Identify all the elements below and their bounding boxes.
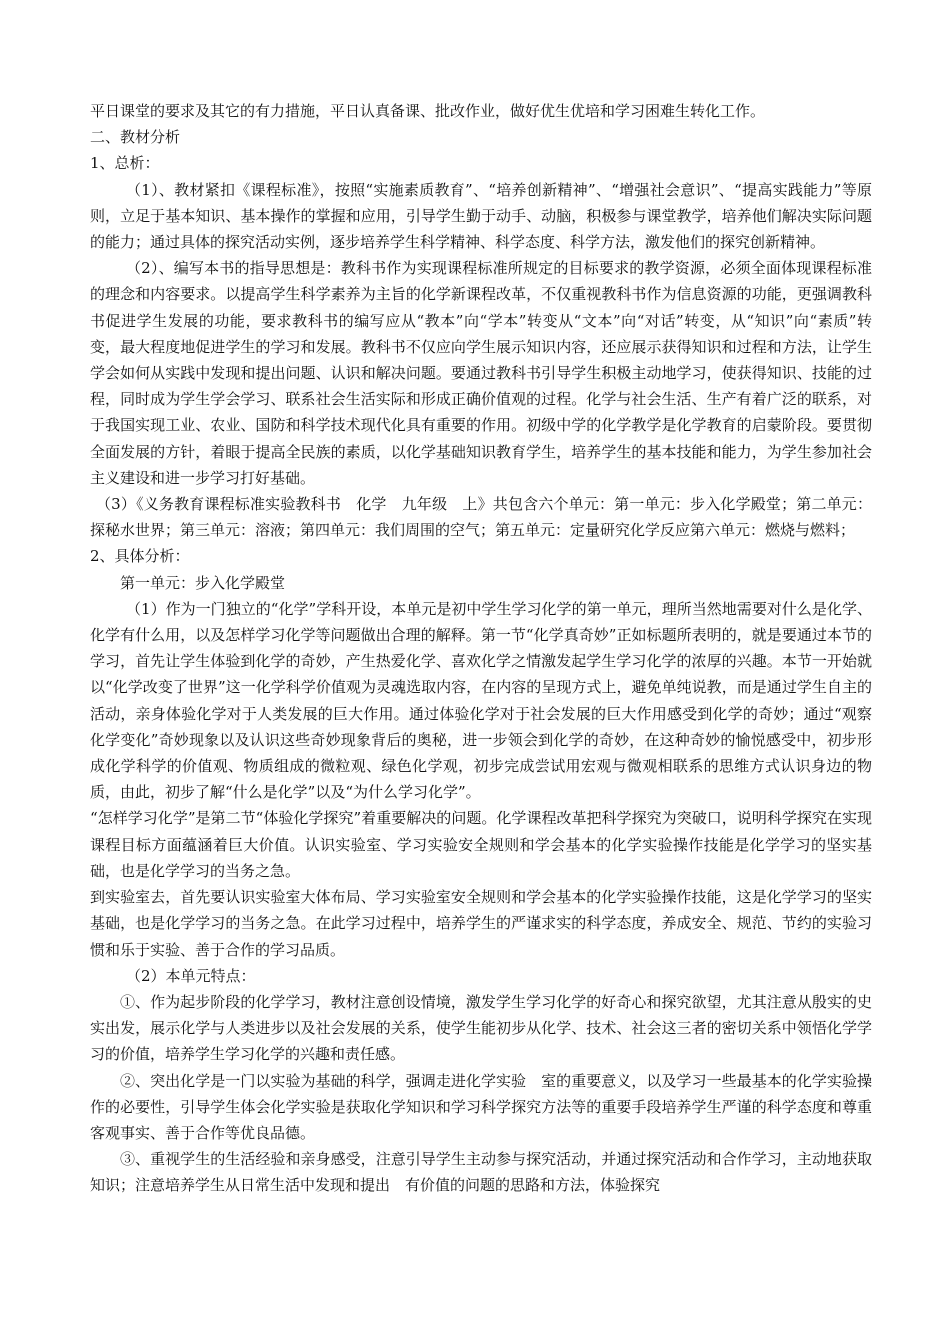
paragraph: （2）本单元特点： — [126, 966, 256, 985]
paragraph: （1）、教材紧扣《课程标准》，按照“实施素质教育”、“培养创新精神”、“增强社会意识”、“提高实践能力”等原则，立足于基本知识、基本操作的掌握和应用，引导学生勤于动手、动脑，积极参与课堂教学，培养他们解决实际问题的能力；通过具体的探究活动实例，逐步培养学生科学精神、科学态度、科学方法，激发他们的探究创新精神。 — [90, 180, 872, 252]
section-heading: 二、教材分析 — [90, 128, 181, 147]
document-body — [90, 98, 872, 1199]
subsection-heading: 2、具体分析： — [90, 547, 190, 566]
paragraph: 到实验室去，首先要认识实验室大体布局、学习实验室安全规则和学会基本的化学实验操作技能，这是化学学习的坚实基础，也是化学学习的当务之急。在此学习过程中，培养学生的严谨求实的科学态度，养成安全、规范、节约的实验习惯和乐于实验、善于合作的学习品质。 — [90, 888, 872, 959]
paragraph: “怎样学习化学”是第二节“体验化学探究”着重要解决的问题。化学课程改革把科学探究为突破口，说明科学探究在实现课程目标方面蕴涵着巨大价值。认识实验室、学习实验安全规则和学会基本的化学实验操作技能是化学学习的坚实基础，也是化学学习的当务之急。 — [90, 809, 872, 880]
subsection-heading: 1、总析： — [90, 154, 160, 173]
paragraph: ①、作为起步阶段的化学学习，教材注意创设情境，激发学生学习化学的好奇心和探究欲望，尤其注意从殷实的史实出发，展示化学与人类进步以及社会发展的关系，使学生能初步从化学、技术、社会这三者的密切关系中领悟化学学习的价值，培养学生学习化学的兴趣和责任感。 — [90, 992, 872, 1064]
paragraph: ③、重视学生的生活经验和亲身感受，注意引导学生主动参与探究活动，并通过探究活动和合作学习，主动地获取知识；注意培养学生从日常生活中发现和提出 有价值的问题的思路和方法，体验探究 — [90, 1150, 872, 1195]
paragraph: 平日课堂的要求及其它的有力措施，平日认真备课、批改作业，做好优生优培和学习困难生转化工作。 — [90, 102, 766, 120]
unit-heading: 第一单元：步入化学殿堂 — [120, 573, 286, 592]
paragraph: （2）、编写本书的指导思想是：教科书作为实现课程标准所规定的目标要求的教学资源，必须全面体现课程标准的理念和内容要求。以提高学生科学素养为主旨的化学新课程改革，不仅重视教科书作为信息资源的功能，更强调教科书促进学生发展的功能，要求教科书的编写应从“教本”向“学本”转变从“文本”向“对话”转变，从“知识”向“素质”转变，最大程度地促进学生的学习和发展。教科书不仅应向学生展示知识内容，还应展示获得知识和过程和方法，让学生学会如何从实践中发现和提出问题、认识和解决问题。要通过教科书引导学生积极主动地学习，使获得知识、技能的过程，同时成为学生学会学习、联系社会生活实际和形成正确价值观的过程。化学与社会生活、生产有着广泛的联系，对于我国实现工业、农业、国防和科学技术现代化具有重要的作用。初级中学的化学教学是化学教育的启蒙阶段。要贯彻全面发展的方针，着眼于提高全民族的素质，以化学基础知识教育学生，培养学生的基本技能和能力，为学生参加社会主义建设和进一步学习打好基础。 — [90, 259, 872, 487]
paragraph: （1）作为一门独立的“化学”学科开设，本单元是初中学生学习化学的第一单元，理所当然地需要对什么是化学、化学有什么用，以及怎样学习化学等问题做出合理的解释。第一节“化学真奇妙”正如标题所表明的，就是要通过本节的学习，首先让学生体验到化学的奇妙，产生热爱化学、喜欢化学之情激发起学生学习化学的浓厚的兴趣。本节一开始就以“化学改变了世界”这一化学科学价值观为灵魂选取内容，在内容的呈现方式上，避免单纯说教，而是通过学生自主的活动，亲身体验化学对于人类发展的巨大作用。通过体验化学对于社会发展的巨大作用感受到化学的奇妙；通过“观察化学变化”奇妙现象以及认识这些奇妙现象背后的奥秘，进一步领会到化学的奇妙，在这种奇妙的愉悦感受中，初步形成化学科学的价值观、物质组成的微粒观、绿色化学观，初步完成尝试用宏观与微观相联系的思维方式认识身边的物质，由此，初步了解“什么是化学”以及“为什么学习化学”。 — [90, 599, 872, 802]
paragraph: ②、突出化学是一门以实验为基础的科学，强调走进化学实验 室的重要意义，以及学习一些最基本的化学实验操作的必要性，引导学生体会化学实验是获取化学知识和学习科学探究方法等的重要手段培养学生严谨的科学态度和尊重客观事实、善于合作等优良品德。 — [90, 1071, 872, 1142]
paragraph: （3）《义务教育课程标准实验教科书 化学 九年级 上》共包含六个单元：第一单元：步入化学殿堂；第二单元：探秘水世界；第三单元：溶液；第四单元：我们周围的空气；第五单元：定量研究化学反应第六单元：燃烧与燃料； — [90, 495, 872, 540]
